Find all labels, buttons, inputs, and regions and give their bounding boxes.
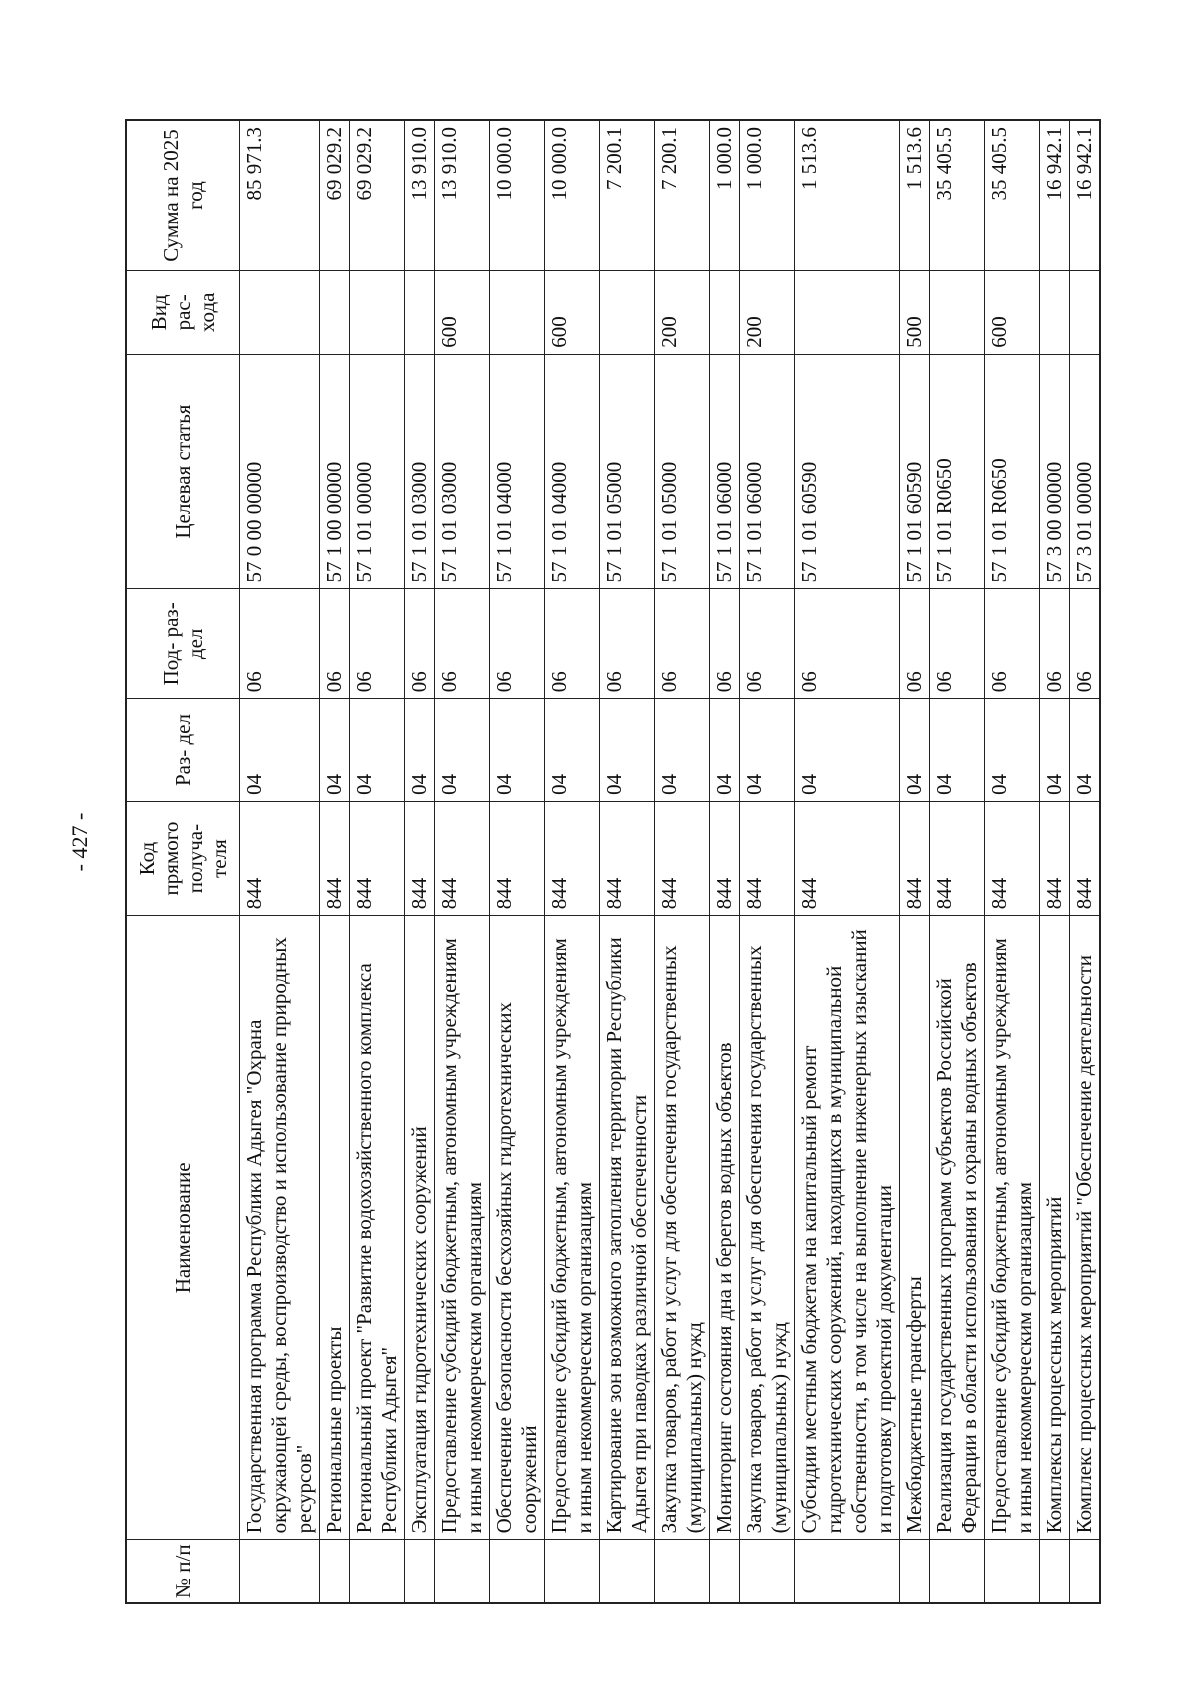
cell-target-article: 57 1 01 60590	[795, 354, 900, 589]
cell-subsection: 06	[930, 589, 985, 699]
cell-expense-type: 600	[985, 270, 1040, 354]
cell-name: Региональные проекты	[320, 916, 350, 1540]
header-number: № п/п	[126, 1540, 240, 1603]
cell-target-article: 57 1 00 00000	[320, 354, 350, 589]
cell-sum: 35 405.5	[930, 120, 985, 270]
table-row	[1070, 120, 1101, 1603]
cell-subsection: 06	[405, 589, 435, 699]
cell-expense-type	[240, 270, 320, 354]
table-row	[710, 120, 740, 1603]
header-section: Раз- дел	[126, 699, 240, 802]
cell-recipient-code: 844	[1070, 801, 1101, 915]
cell-recipient-code: 844	[490, 801, 545, 915]
cell-recipient-code: 844	[240, 801, 320, 915]
cell-recipient-code: 844	[350, 801, 405, 915]
cell-section: 04	[900, 699, 930, 802]
cell-name: Комплекс процессных мероприятий "Обеспечение деятельности	[1070, 916, 1101, 1540]
table-row	[320, 120, 350, 1603]
cell-recipient-code: 844	[545, 801, 600, 915]
cell-recipient-code: 844	[405, 801, 435, 915]
cell-section: 04	[600, 699, 655, 802]
table-header-row	[126, 120, 240, 1603]
cell-sum: 69 029.2	[350, 120, 405, 270]
cell-name: Государственная программа Республики Адыгея "Охрана окружающей среды, воспроизводство и использование природных ресурсов"	[240, 916, 320, 1540]
cell-name: Закупка товаров, работ и услуг для обеспечения государственных (муниципальных) нужд	[655, 916, 710, 1540]
cell-target-article: 57 1 01 03000	[405, 354, 435, 589]
table-row	[655, 120, 710, 1603]
cell-section: 04	[545, 699, 600, 802]
table-row	[545, 120, 600, 1603]
cell-name: Межбюджетные трансферты	[900, 916, 930, 1540]
cell-target-article: 57 3 00 00000	[1040, 354, 1070, 589]
cell-number	[405, 1540, 435, 1603]
cell-expense-type	[710, 270, 740, 354]
cell-recipient-code: 844	[1040, 801, 1070, 915]
cell-number	[490, 1540, 545, 1603]
cell-sum: 7 200.1	[655, 120, 710, 270]
cell-section: 04	[1070, 699, 1101, 802]
header-subsection: Под- раз- дел	[126, 589, 240, 699]
cell-name: Предоставление субсидий бюджетным, автономным учреждениям и иным некоммерческим организациям	[985, 916, 1040, 1540]
cell-name: Картирование зон возможного затопления территории Республики Адыгея при паводках различной обеспеченности	[600, 916, 655, 1540]
cell-number	[320, 1540, 350, 1603]
cell-expense-type	[930, 270, 985, 354]
cell-expense-type: 500	[900, 270, 930, 354]
cell-expense-type	[320, 270, 350, 354]
cell-number	[900, 1540, 930, 1603]
header-expense-type: Вид рас- хода	[126, 270, 240, 354]
cell-section: 04	[240, 699, 320, 802]
cell-section: 04	[930, 699, 985, 802]
cell-recipient-code: 844	[795, 801, 900, 915]
cell-number	[985, 1540, 1040, 1603]
cell-section: 04	[405, 699, 435, 802]
cell-subsection: 06	[320, 589, 350, 699]
cell-sum: 1 000.0	[710, 120, 740, 270]
cell-subsection: 06	[490, 589, 545, 699]
table-row	[740, 120, 795, 1603]
cell-subsection: 06	[985, 589, 1040, 699]
cell-subsection: 06	[350, 589, 405, 699]
cell-expense-type: 600	[435, 270, 490, 354]
cell-recipient-code: 844	[435, 801, 490, 915]
cell-recipient-code: 844	[930, 801, 985, 915]
cell-name: Субсидии местным бюджетам на капитальный ремонт гидротехнических сооружений, находящихся в муниципальной собственности, в том числе на выполнение инженерных изысканий и подготовку проектной документации	[795, 916, 900, 1540]
cell-target-article: 57 1 01 06000	[740, 354, 795, 589]
cell-sum: 1 513.6	[900, 120, 930, 270]
cell-sum: 10 000.0	[490, 120, 545, 270]
cell-section: 04	[1040, 699, 1070, 802]
rotated-table-container	[125, 119, 1096, 1604]
cell-sum: 69 029.2	[320, 120, 350, 270]
cell-sum: 7 200.1	[600, 120, 655, 270]
cell-section: 04	[795, 699, 900, 802]
budget-table	[125, 119, 1101, 1604]
cell-subsection: 06	[545, 589, 600, 699]
cell-expense-type	[405, 270, 435, 354]
cell-number	[930, 1540, 985, 1603]
cell-expense-type	[1040, 270, 1070, 354]
cell-sum: 16 942.1	[1070, 120, 1101, 270]
table-row	[1040, 120, 1070, 1603]
table-row	[490, 120, 545, 1603]
table-row	[900, 120, 930, 1603]
table-row	[795, 120, 900, 1603]
cell-target-article: 57 1 01 60590	[900, 354, 930, 589]
cell-section: 04	[490, 699, 545, 802]
cell-subsection: 06	[795, 589, 900, 699]
page-number: - 427 -	[67, 812, 92, 872]
cell-target-article: 57 1 01 05000	[655, 354, 710, 589]
cell-section: 04	[740, 699, 795, 802]
cell-sum: 1 513.6	[795, 120, 900, 270]
cell-target-article: 57 1 01 04000	[490, 354, 545, 589]
cell-subsection: 06	[655, 589, 710, 699]
cell-number	[795, 1540, 900, 1603]
cell-target-article: 57 1 01 06000	[710, 354, 740, 589]
cell-name: Предоставление субсидий бюджетным, автономным учреждениям и иным некоммерческим организациям	[435, 916, 490, 1540]
cell-expense-type	[490, 270, 545, 354]
table-body	[240, 120, 1101, 1603]
cell-expense-type	[795, 270, 900, 354]
cell-name: Реализация государственных программ субъектов Российской Федерации в области использования и охраны водных объектов	[930, 916, 985, 1540]
cell-name: Мониторинг состояния дна и берегов водных объектов	[710, 916, 740, 1540]
cell-expense-type: 600	[545, 270, 600, 354]
cell-number	[545, 1540, 600, 1603]
cell-name: Закупка товаров, работ и услуг для обеспечения государственных (муниципальных) нужд	[740, 916, 795, 1540]
cell-number	[240, 1540, 320, 1603]
cell-section: 04	[320, 699, 350, 802]
cell-recipient-code: 844	[985, 801, 1040, 915]
cell-number	[1070, 1540, 1101, 1603]
table-row	[435, 120, 490, 1603]
cell-target-article: 57 1 01 00000	[350, 354, 405, 589]
cell-number	[350, 1540, 405, 1603]
cell-recipient-code: 844	[320, 801, 350, 915]
cell-recipient-code: 844	[655, 801, 710, 915]
cell-subsection: 06	[1070, 589, 1101, 699]
cell-recipient-code: 844	[740, 801, 795, 915]
table-row	[240, 120, 320, 1603]
header-name: Наименование	[126, 916, 240, 1540]
cell-sum: 13 910.0	[405, 120, 435, 270]
cell-target-article: 57 1 01 04000	[545, 354, 600, 589]
cell-expense-type: 200	[740, 270, 795, 354]
cell-recipient-code: 844	[710, 801, 740, 915]
cell-target-article: 57 1 01 R0650	[985, 354, 1040, 589]
cell-subsection: 06	[600, 589, 655, 699]
cell-number	[600, 1540, 655, 1603]
cell-name: Комплексы процессных мероприятий	[1040, 916, 1070, 1540]
cell-name: Региональный проект "Развитие водохозяйственного комплекса Республики Адыгея"	[350, 916, 405, 1540]
table-row	[405, 120, 435, 1603]
cell-subsection: 06	[740, 589, 795, 699]
cell-sum: 1 000.0	[740, 120, 795, 270]
cell-recipient-code: 844	[600, 801, 655, 915]
cell-target-article: 57 1 01 05000	[600, 354, 655, 589]
cell-sum: 13 910.0	[435, 120, 490, 270]
cell-section: 04	[435, 699, 490, 802]
header-target-article: Целевая статья	[126, 354, 240, 589]
cell-target-article: 57 1 01 03000	[435, 354, 490, 589]
table-row	[600, 120, 655, 1603]
cell-section: 04	[350, 699, 405, 802]
cell-name: Эксплуатация гидротехнических сооружений	[405, 916, 435, 1540]
cell-name: Предоставление субсидий бюджетным, автономным учреждениям и иным некоммерческим организациям	[545, 916, 600, 1540]
cell-subsection: 06	[900, 589, 930, 699]
cell-target-article: 57 1 01 R0650	[930, 354, 985, 589]
cell-sum: 10 000.0	[545, 120, 600, 270]
table-row	[930, 120, 985, 1603]
cell-subsection: 06	[710, 589, 740, 699]
cell-subsection: 06	[1040, 589, 1070, 699]
cell-section: 04	[985, 699, 1040, 802]
cell-subsection: 06	[240, 589, 320, 699]
cell-section: 04	[655, 699, 710, 802]
cell-expense-type	[1070, 270, 1101, 354]
cell-number	[710, 1540, 740, 1603]
cell-expense-type	[600, 270, 655, 354]
table-row	[350, 120, 405, 1603]
cell-number	[740, 1540, 795, 1603]
cell-expense-type: 200	[655, 270, 710, 354]
cell-target-article: 57 3 01 00000	[1070, 354, 1101, 589]
cell-sum: 35 405.5	[985, 120, 1040, 270]
cell-number	[1040, 1540, 1070, 1603]
cell-sum: 16 942.1	[1040, 120, 1070, 270]
cell-number	[435, 1540, 490, 1603]
cell-sum: 85 971.3	[240, 120, 320, 270]
header-sum-2025: Сумма на 2025 год	[126, 120, 240, 270]
cell-expense-type	[350, 270, 405, 354]
cell-target-article: 57 0 00 00000	[240, 354, 320, 589]
cell-subsection: 06	[435, 589, 490, 699]
header-recipient-code: Код прямого получа- теля	[126, 801, 240, 915]
cell-name: Обеспечение безопасности бесхозяйных гидротехнических сооружений	[490, 916, 545, 1540]
cell-section: 04	[710, 699, 740, 802]
table-row	[985, 120, 1040, 1603]
cell-number	[655, 1540, 710, 1603]
cell-recipient-code: 844	[900, 801, 930, 915]
